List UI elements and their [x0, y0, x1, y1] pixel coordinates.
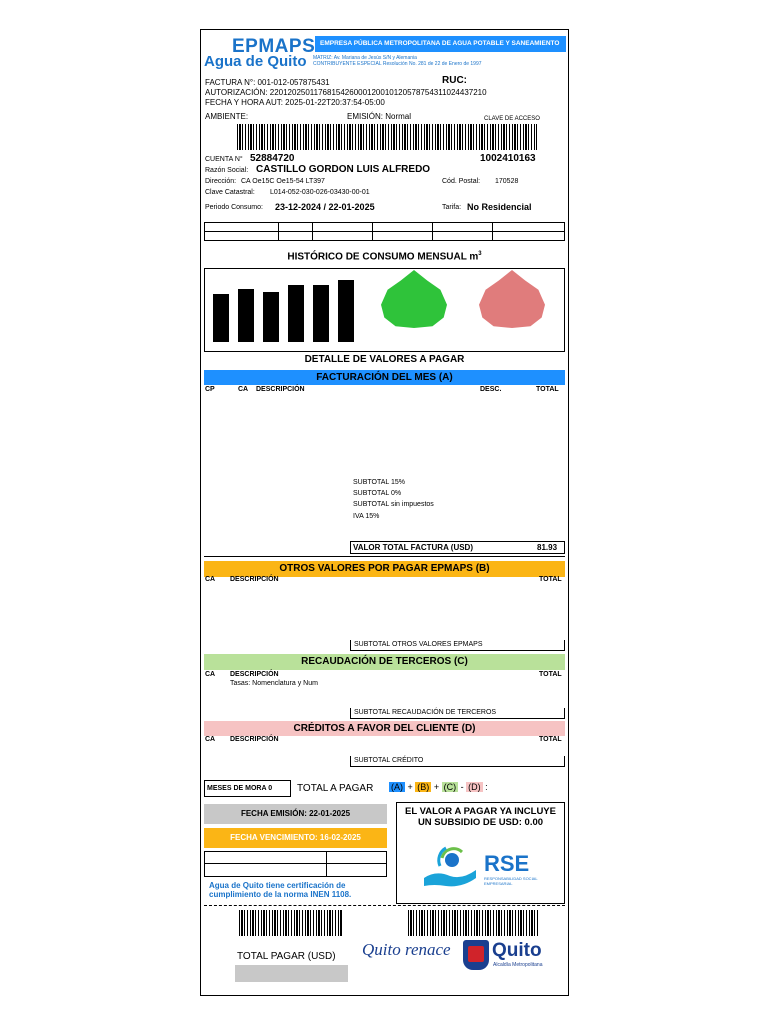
valor-total-value: 81.93 — [537, 543, 558, 552]
alcaldia-text: Alcaldía Metropolitana — [493, 962, 543, 968]
subtotal-0: SUBTOTAL 0% — [353, 490, 402, 497]
brand-logo-top: EPMAPS — [232, 36, 316, 57]
cod-postal-label: Cód. Postal: — [442, 178, 481, 185]
fecha-emision: FECHA EMISIÓN: 22-01-2025 — [204, 804, 387, 824]
formula-c: (C) — [443, 782, 457, 792]
formula-a: (A) — [391, 782, 403, 792]
rse-logo-text: RSE — [484, 851, 530, 876]
creditos-header: CRÉDITOS A FAVOR DEL CLIENTE (D) — [204, 721, 565, 736]
periodo-value: 23-12-2024 / 22-01-2025 — [275, 202, 375, 212]
col-total: TOTAL — [536, 386, 559, 393]
otros-col-ca: CA — [205, 576, 216, 583]
formula-b: (B) — [417, 782, 430, 792]
terceros-col-total: TOTAL — [539, 671, 562, 678]
col-cp: CP — [205, 386, 215, 393]
formula-minus: - — [460, 782, 464, 792]
meses-mora: MESES DE MORA 0 — [204, 780, 291, 797]
facturacion-header: FACTURACIÓN DEL MES (A) — [204, 370, 565, 385]
creditos-col-ca: CA — [205, 736, 216, 743]
fecha-vencimiento: FECHA VENCIMIENTO: 16-02-2025 — [204, 828, 387, 848]
subtotal-sin-impuestos: SUBTOTAL sin impuestos — [353, 501, 434, 508]
terceros-header: RECAUDACIÓN DE TERCEROS (C) — [204, 654, 565, 670]
clave-catastral-value: L014-052-030-026-03430-00-01 — [270, 189, 370, 196]
company-banner: EMPRESA PÚBLICA METROPOLITANA DE AGUA POTABLE Y SANEAMIENTO — [315, 36, 566, 52]
creditos-col-desc: DESCRIPCIÓN — [230, 736, 279, 743]
otros-col-desc: DESCRIPCIÓN — [230, 576, 279, 583]
consumption-bar — [288, 285, 304, 342]
autorizacion: AUTORIZACIÓN: 2201202501176815426000120010120578754311024437210 — [205, 88, 487, 97]
clave-catastral-label: Clave Catastral: — [205, 189, 255, 196]
fecha-hora: FECHA Y HORA AUT: 2025-01-22T20:37:54-05:00 — [205, 98, 385, 107]
creditos-subtotal: SUBTOTAL CRÉDITO — [350, 756, 565, 767]
quito-logo-text: Quito — [492, 940, 542, 961]
historico-title — [204, 251, 565, 262]
subsidio-text: EL VALOR A PAGAR YA INCLUYE UN SUBSIDIO DE USD: 0.00 — [405, 806, 556, 828]
valor-total-label: VALOR TOTAL FACTURA (USD) — [353, 543, 473, 552]
tarifa-value: No Residencial — [467, 202, 532, 212]
total-a-pagar-label: TOTAL A PAGAR — [297, 783, 374, 794]
formula — [389, 782, 488, 792]
terceros-col-desc: DESCRIPCIÓN — [230, 671, 279, 678]
direccion-value: CA Oe15C Oe15-54 LT397 — [241, 178, 325, 185]
formula-plus2: + — [433, 782, 440, 792]
formula-plus1: + — [407, 782, 413, 792]
rse-hand-icon — [422, 840, 480, 890]
clave-acceso-barcode — [237, 124, 537, 150]
cod-postal-value: 170528 — [495, 178, 519, 185]
razon-label: Razón Social: — [205, 167, 249, 174]
col-desc: DESC. — [480, 386, 502, 393]
col-ca: CA — [238, 386, 249, 393]
col-descripcion: DESCRIPCIÓN — [256, 386, 305, 393]
cuenta-label: CUENTA N° — [205, 156, 243, 163]
otros-header: OTROS VALORES POR PAGAR EPMAPS (B) — [204, 561, 565, 577]
historico-title-sup: 3 — [478, 251, 482, 257]
id-number: 1002410163 — [480, 153, 536, 164]
clave-acceso-label: CLAVE DE ACCESO — [484, 116, 540, 122]
periodo-label: Periodo Consumo: — [205, 204, 263, 211]
tasas-line: Tasas: Nomenclatura y Num — [230, 680, 318, 687]
consumption-bar — [213, 294, 229, 342]
historico-title-text: HISTÓRICO DE CONSUMO MENSUAL m — [287, 251, 479, 263]
rse-logo-sub: RESPONSABILIDAD SOCIAL EMPRESARIAL — [484, 876, 538, 886]
quito-crest-icon — [463, 940, 489, 970]
direccion-label: Dirección: — [205, 178, 237, 185]
total-pagar-usd-label: TOTAL PAGAR (USD) — [237, 951, 336, 962]
iva-15: IVA 15% — [353, 513, 380, 520]
contribuyente-line: CONTRIBUYENTE ESPECIAL Resolución No. 281 de 22 de Enero de 1997 — [313, 61, 482, 67]
consumption-bar — [313, 285, 329, 342]
terceros-subtotal: SUBTOTAL RECAUDACIÓN DE TERCEROS — [350, 708, 565, 719]
subtotal-15: SUBTOTAL 15% — [353, 479, 406, 486]
razon-value: CASTILLO GORDON LUIS ALFREDO — [256, 164, 431, 175]
ambiente-label: AMBIENTE: — [205, 112, 249, 121]
bottom-barcode-right — [408, 910, 540, 936]
bottom-barcode-left — [239, 910, 343, 936]
factura-number: FACTURA N°: 001-012-057875431 — [205, 78, 330, 87]
consumption-bar — [338, 280, 354, 342]
brand-logo-bottom: Agua de Quito — [204, 53, 307, 70]
cut-line — [204, 905, 565, 906]
otros-col-total: TOTAL — [539, 576, 562, 583]
emision-label: EMISIÓN: Normal — [347, 112, 412, 121]
tarifa-label: Tarifa: — [442, 204, 462, 211]
consumption-bar — [238, 289, 254, 342]
divider-line — [204, 556, 565, 557]
quito-renace-logo: Quito renace — [362, 940, 451, 959]
matriz-line: MATRIZ: Av. Mariana de Jesús S/N y Alemania — [313, 55, 417, 61]
formula-d: (D) — [468, 782, 481, 792]
detalle-title: DETALLE DE VALORES A PAGAR — [304, 354, 465, 365]
ruc-label: RUC: — [442, 75, 467, 86]
certificacion: Agua de Quito tiene certificación de cumplimiento de la norma INEN 1108. — [209, 881, 352, 899]
cuenta-value: 52884720 — [250, 153, 295, 164]
terceros-col-ca: CA — [205, 671, 216, 678]
otros-subtotal: SUBTOTAL OTROS VALORES EPMAPS — [350, 640, 565, 651]
creditos-col-total: TOTAL — [539, 736, 562, 743]
formula-colon: : — [485, 782, 488, 792]
total-pagar-usd-box — [235, 965, 348, 982]
consumption-bar-chart — [210, 280, 358, 342]
consumption-bar — [263, 292, 279, 342]
